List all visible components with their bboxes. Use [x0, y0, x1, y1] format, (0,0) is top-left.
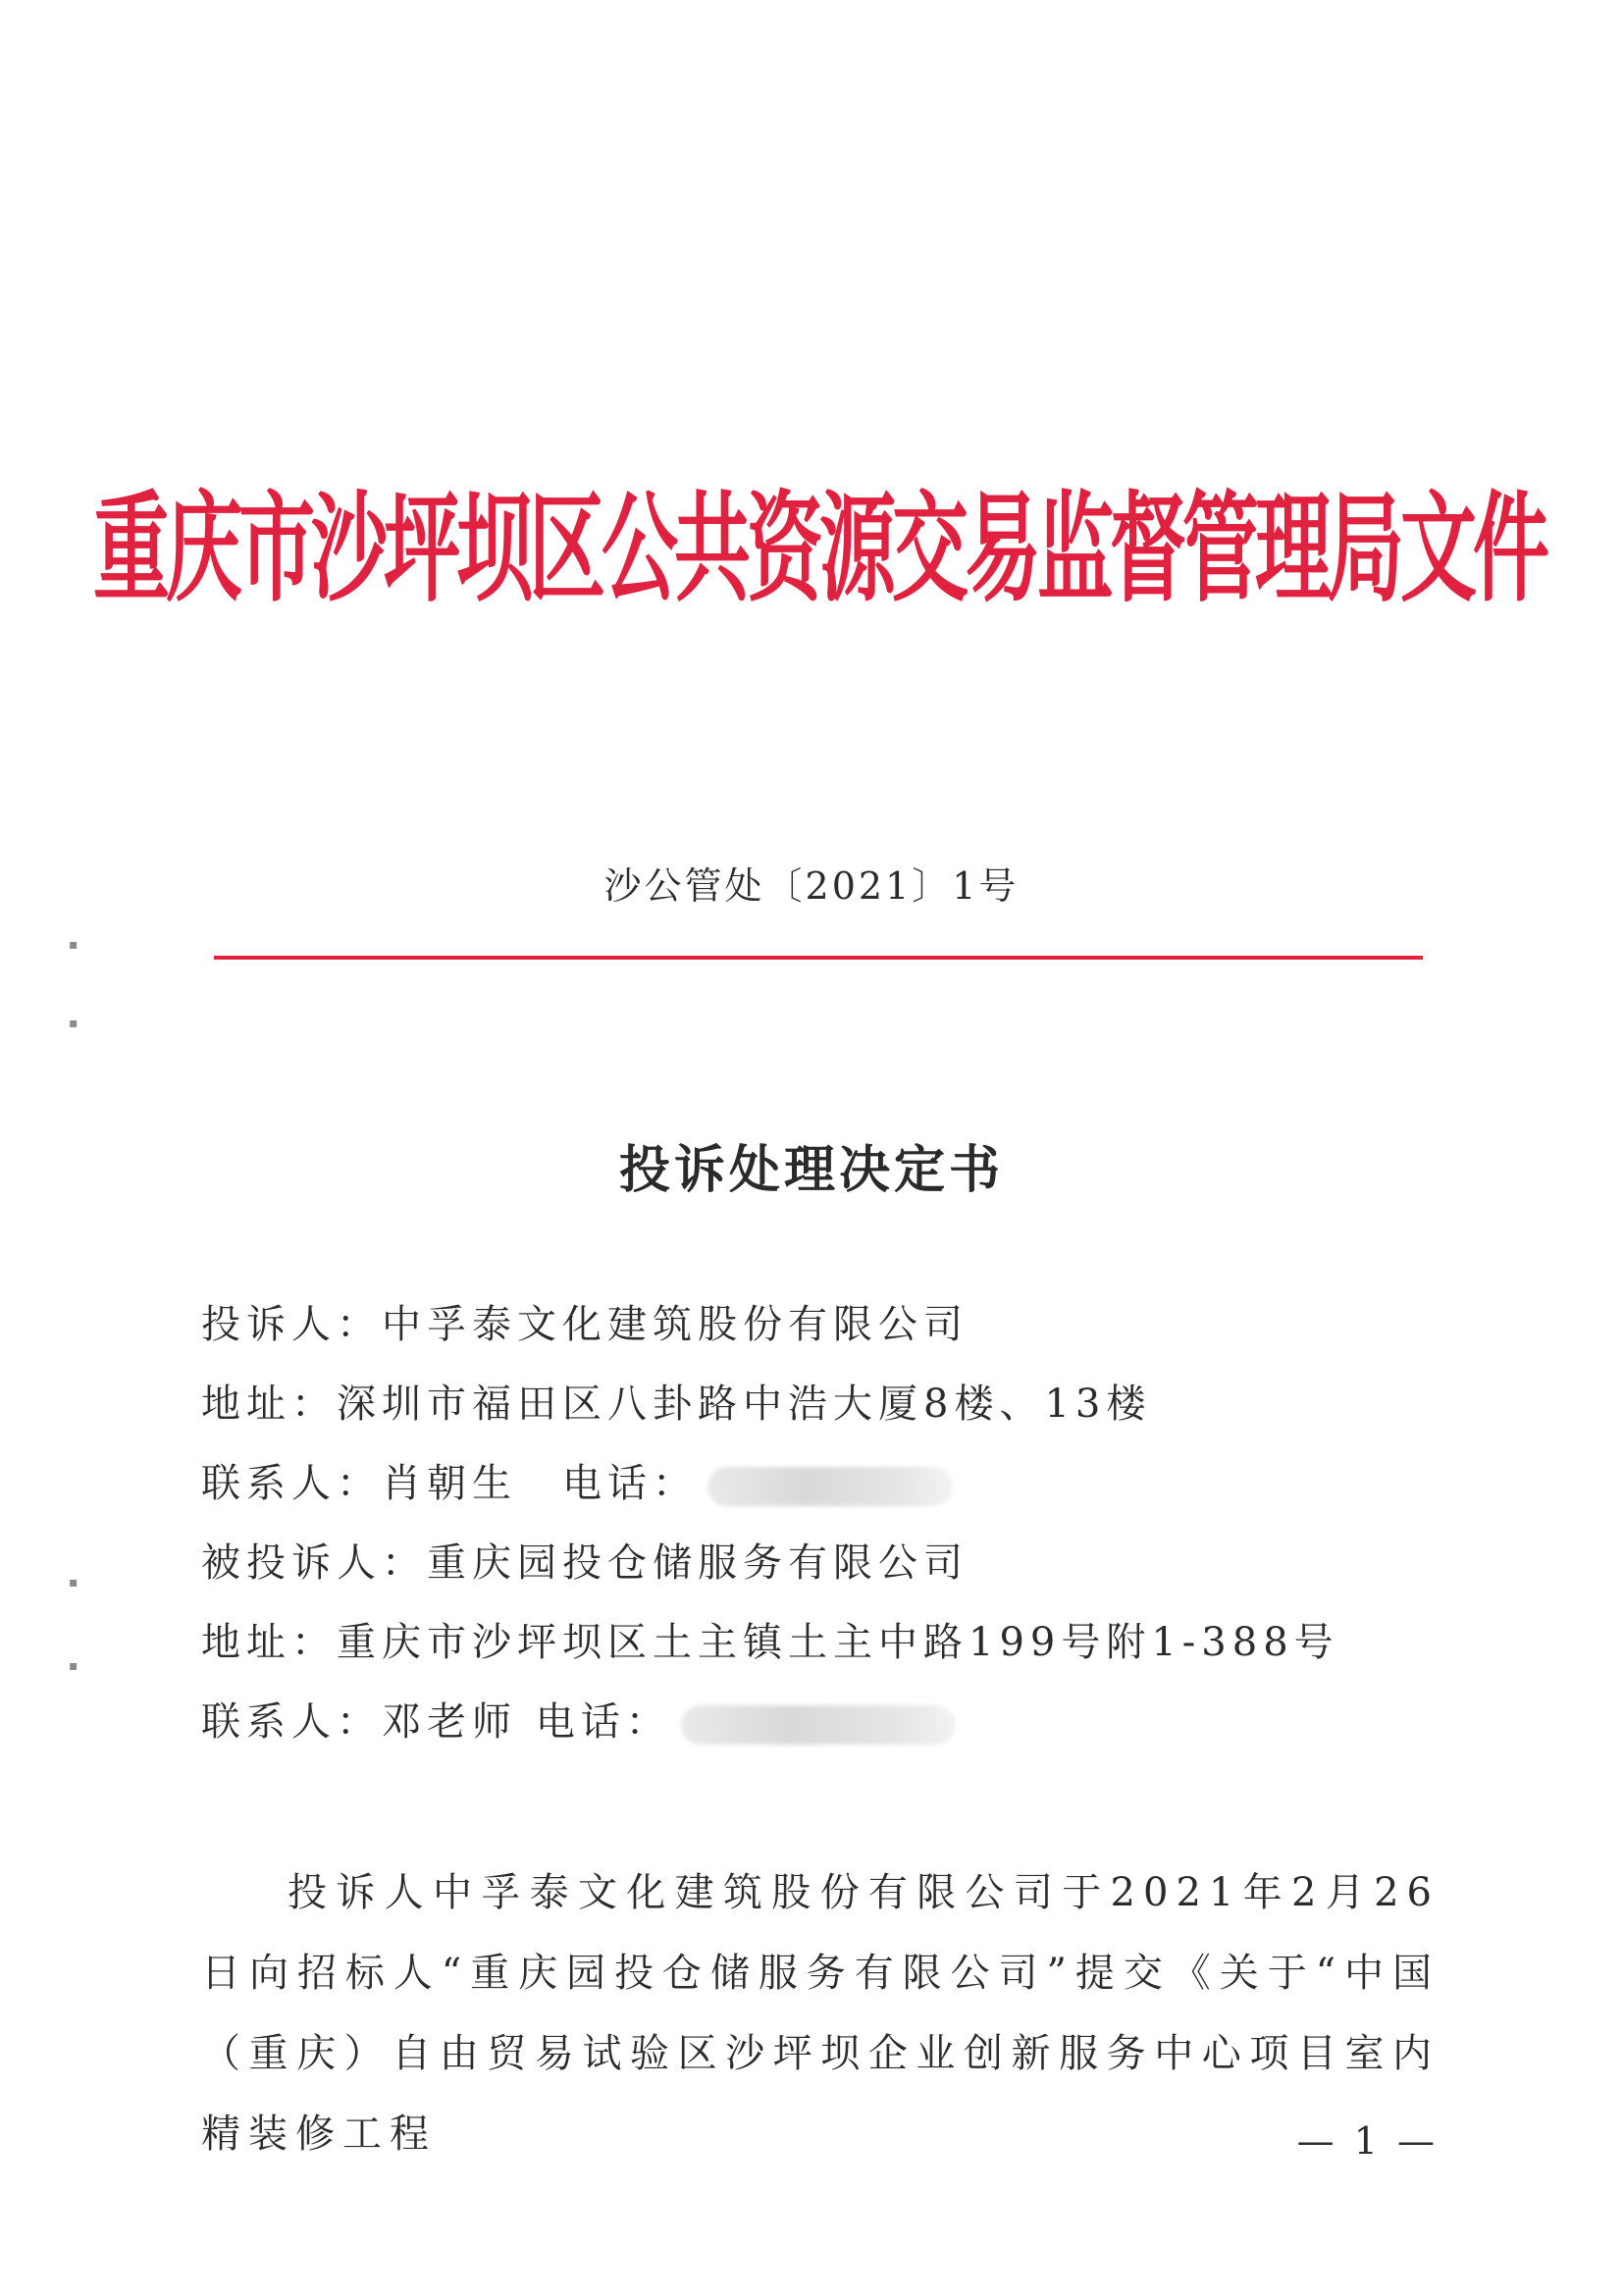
complainant-address-text: 地址：深圳市福田区八卦路中浩大厦8楼、13楼 [201, 1382, 1152, 1427]
complainant-text: 投诉人：中孚泰文化建筑股份有限公司 [201, 1302, 969, 1347]
respondent-contact-text: 联系人：邓老师 电话： [201, 1699, 671, 1745]
scan-speck: ▪ [69, 1658, 79, 1674]
document-title: 投诉处理决定书 [618, 1141, 1004, 1200]
complainant-address-line [201, 1375, 1438, 1454]
document-number: 沙公管处〔2021〕1号 [603, 864, 1020, 908]
complainant-contact-text: 联系人：肖朝生 电话： [201, 1461, 698, 1506]
scan-speck: ▪ [69, 937, 79, 953]
scan-speck: ▪ [69, 1016, 79, 1031]
body-paragraph: 投诉人中孚泰文化建筑股份有限公司于2021年2月26日向招标人“重庆园投仓储服务有限公司”提交《关于“中国（重庆）自由贸易试验区沙坪坝企业创新服务中心项目室内精装修工程 [201, 1870, 1440, 2157]
redacted-phone-number [707, 1467, 953, 1506]
respondent-address-text: 地址：重庆市沙坪坝区土主镇土主中路199号附1-388号 [201, 1620, 1339, 1665]
scan-speck: ▪ [69, 1575, 79, 1591]
party-information [201, 1295, 1438, 1772]
issuer-header-title: 重庆市沙坪坝区公共资源交易监督管理局文件 [93, 482, 1546, 619]
respondent-text: 被投诉人：重庆园投仓储服务有限公司 [201, 1540, 969, 1586]
page-number: — 1 — [1296, 2119, 1439, 2163]
redacted-phone-number [681, 1705, 956, 1745]
red-divider-rule [214, 956, 1423, 960]
respondent-contact-line [201, 1693, 1438, 1772]
respondent-address-line [201, 1613, 1438, 1693]
complainant-line [201, 1295, 1438, 1375]
respondent-line [201, 1534, 1438, 1613]
complainant-contact-line [201, 1454, 1438, 1534]
